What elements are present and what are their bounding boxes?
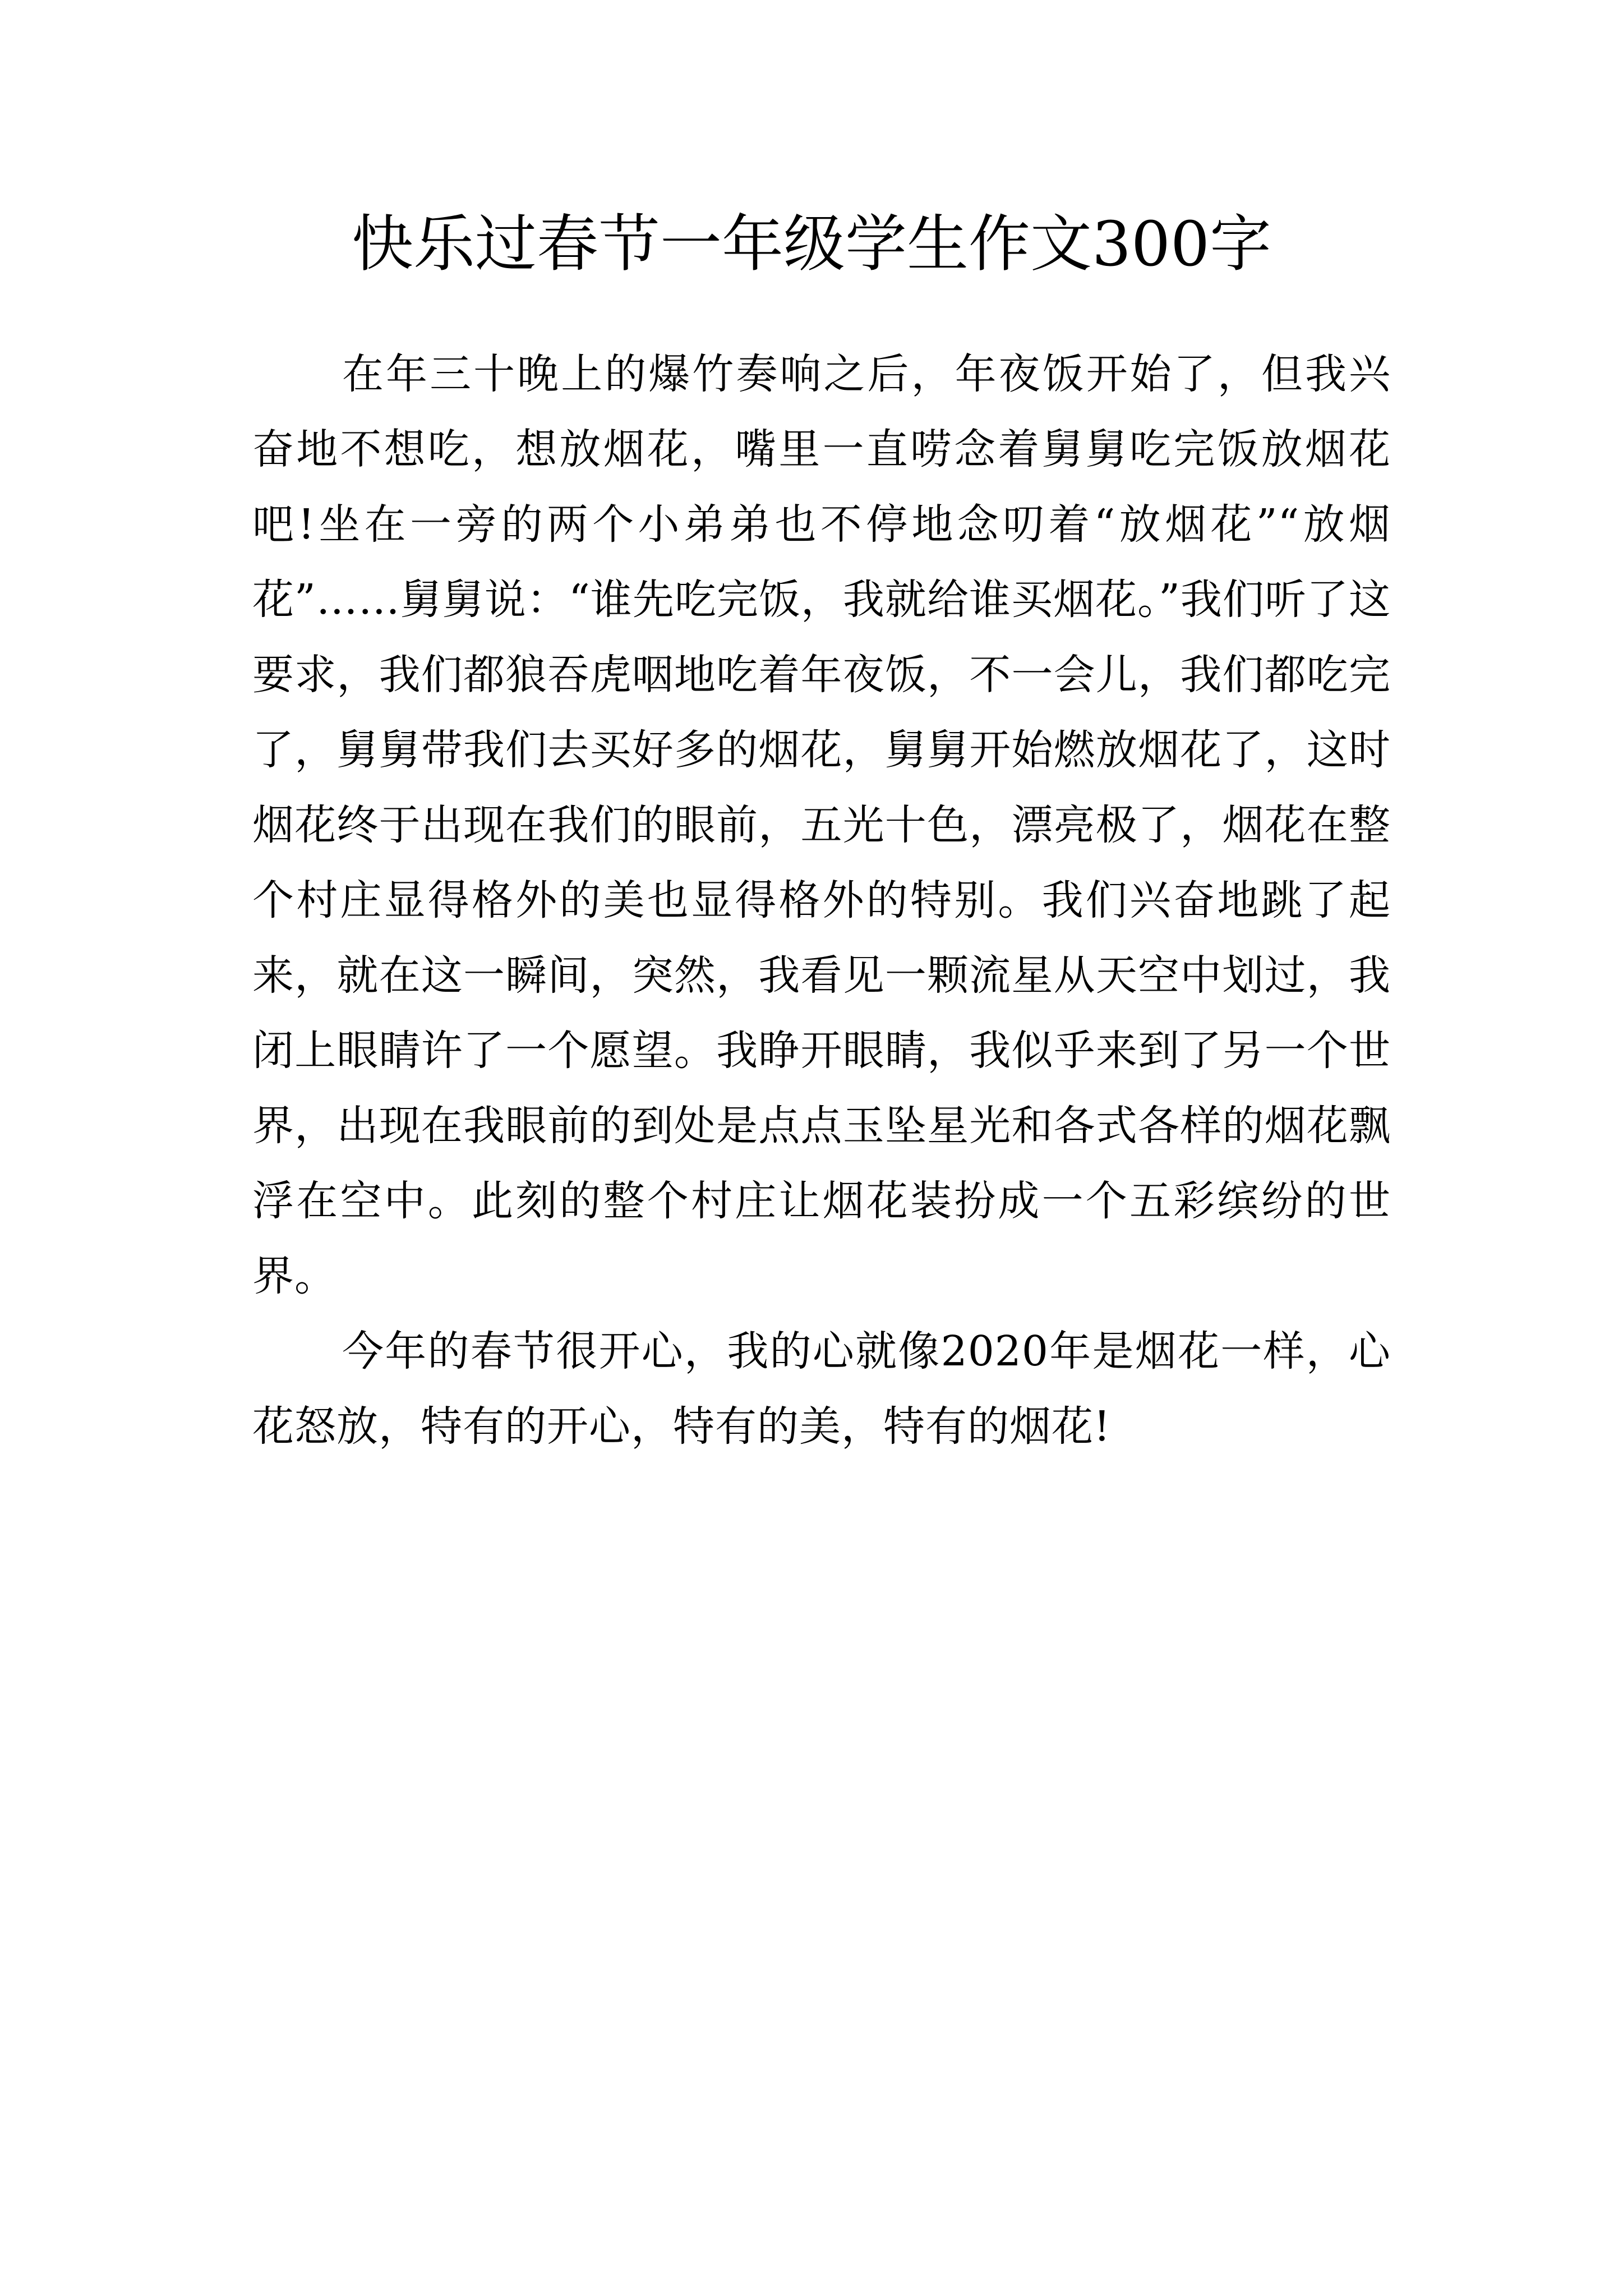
paragraph-1: 在年三十晚上的爆竹奏响之后，年夜饭开始了，但我兴奋地不想吃，想放烟花，嘴里一直唠念着舅舅吃完饭放烟花吧!坐在一旁的两个小弟弟也不停地念叨着“放烟花”“放烟花”……舅舅说：“谁先吃完饭，我就给谁买烟花。”我们听了这要求，我们都狼吞虎咽地吃着年夜饭，不一会儿，我们都吃完了，舅舅带我们去买好多的烟花，舅舅开始燃放烟花了，这时烟花终于出现在我们的眼前，五光十色，漂亮极了，烟花在整个村庄显得格外的美也显得格外的特别。我们兴奋地跳了起来，就在这一瞬间，突然，我看见一颗流星从天空中划过，我闭上眼睛许了一个愿望。我睁开眼睛，我似乎来到了另一个世界，出现在我眼前的到处是点点玉坠星光和各式各样的烟花飘浮在空中。此刻的整个村庄让烟花装扮成一个五彩缤纷的世界。: [252, 350, 1391, 1300]
document-title: 快乐过春节一年级学生作文300字: [352, 208, 1271, 280]
essay-body: [252, 337, 1391, 1464]
paragraph-2: 今年的春节很开心，我的心就像2020年是烟花一样，心花怒放，特有的开心，特有的美，特有的烟花!: [252, 1327, 1391, 1451]
